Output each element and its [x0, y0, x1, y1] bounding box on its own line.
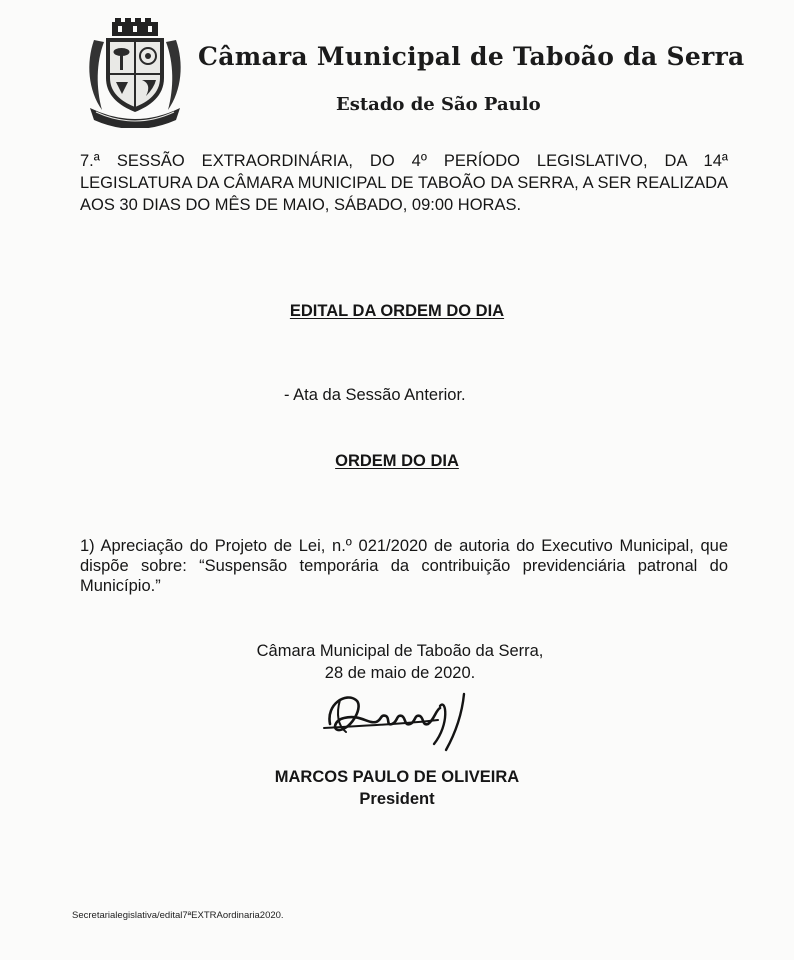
closing-place: Câmara Municipal de Taboão da Serra,: [256, 642, 544, 660]
ordem-heading: ORDEM DO DIA: [335, 452, 459, 470]
closing-block: [240, 640, 560, 684]
municipal-coat-of-arms-icon: [84, 18, 186, 128]
handwritten-signature-icon: [316, 684, 480, 756]
file-reference: Secretarialegislativa/edital7ªEXTRAordinaria2020.: [72, 910, 284, 921]
edital-item: - Ata da Sessão Anterior.: [284, 386, 466, 404]
signer-role: President: [359, 790, 435, 808]
closing-date: 28 de maio de 2020.: [324, 664, 476, 682]
signer-name: MARCOS PAULO DE OLIVEIRA: [274, 768, 520, 786]
organization-state: Estado de São Paulo: [336, 94, 541, 115]
session-description: 7.ª SESSÃO EXTRAORDINÁRIA, DO 4º PERÍODO LEGISLATIVO, DA 14ª LEGISLATURA DA CÂMARA MUNICIPAL DE TABOÃO DA SERRA, A SER REALIZADA AOS 30 DIAS DO MÊS DE MAIO, SÁBADO, 09:00 HORAS.: [80, 152, 728, 214]
ordem-item: 1) Apreciação do Projeto de Lei, n.º 021/2020 de autoria do Executivo Municipal, que dispõe sobre: “Suspensão temporária da contribuição previdenciária patronal do Município.”: [80, 537, 728, 595]
organization-name: Câmara Municipal de Taboão da Serra: [198, 42, 745, 71]
edital-heading: EDITAL DA ORDEM DO DIA: [289, 302, 505, 320]
